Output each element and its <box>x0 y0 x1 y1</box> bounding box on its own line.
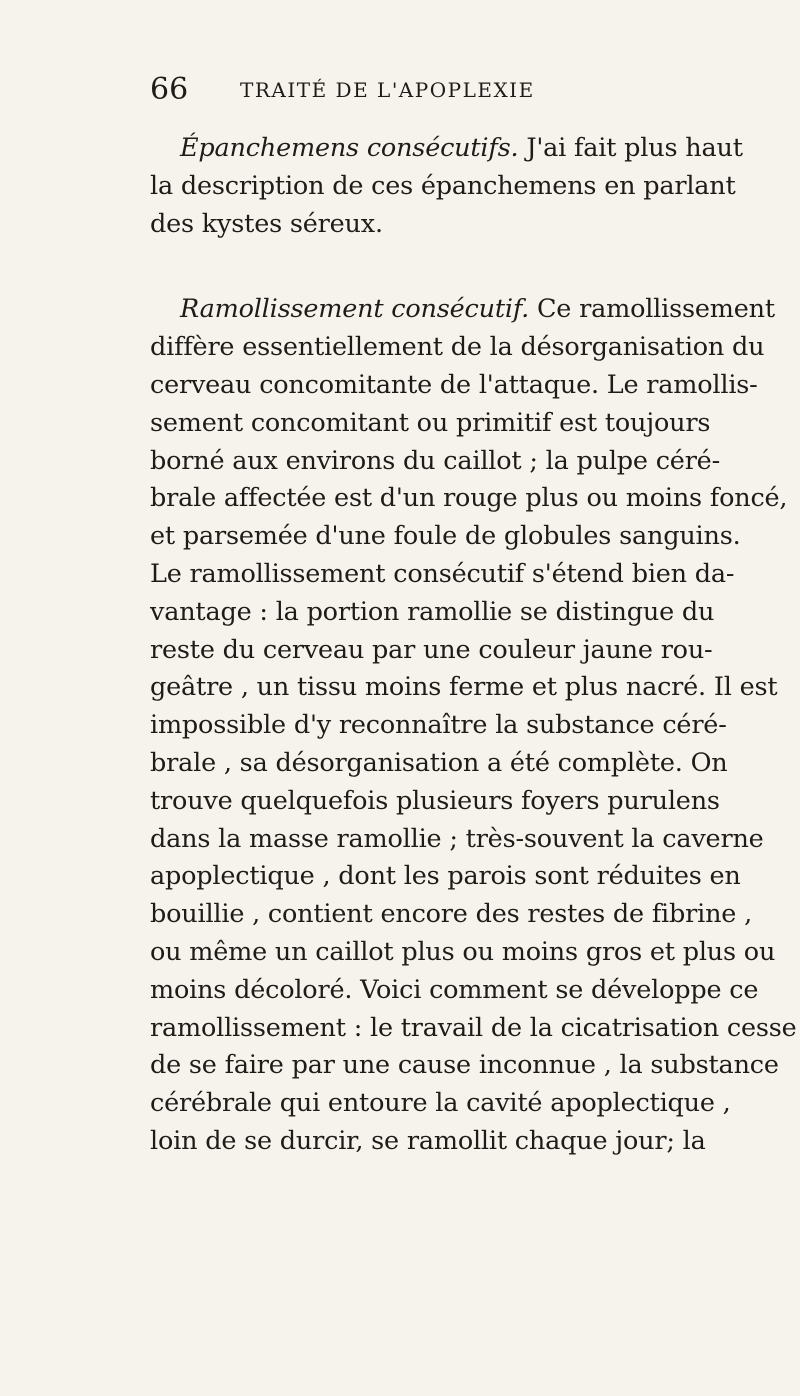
text-line: borné aux environs du caillot ; la pulpe céré- <box>150 445 720 476</box>
text-line: ou même un caillot plus ou moins gros et plus ou <box>150 936 776 967</box>
paragraph-epanchemens <box>150 130 800 243</box>
text-line: la description de ces épanchemens en parlant <box>150 170 736 201</box>
text-line: et parsemée d'une foule de globules sanguins. <box>150 521 741 552</box>
text-line: diffère essentiellement de la désorganisation du <box>150 332 765 363</box>
text-line: sement concomitant ou primitif est toujours <box>150 407 711 438</box>
text-line: brale affectée est d'un rouge plus ou moins foncé, <box>150 483 788 514</box>
page-number: 66 <box>150 72 189 107</box>
text-line: ramollissement : le travail de la cicatrisation cesse <box>150 1012 797 1043</box>
text-line: vantage : la portion ramollie se distingue du <box>150 596 715 627</box>
text-line: trouve quelquefois plusieurs foyers purulens <box>150 785 720 816</box>
text-line: de se faire par une cause inconnue , la substance <box>150 1050 779 1081</box>
text-line: des kystes séreux. <box>150 208 383 239</box>
text-line: cérébrale qui entoure la cavité apoplectique , <box>150 1088 731 1119</box>
section-heading: Épanchemens consécutifs. <box>180 133 519 163</box>
text-line: geâtre , un tissu moins ferme et plus nacré. Il est <box>150 672 778 703</box>
text-line: impossible d'y reconnaître la substance céré- <box>150 710 727 741</box>
text-line: Ramollissement consécutif. Ce ramollissement <box>180 294 775 325</box>
text-line: brale , sa désorganisation a été complète. On <box>150 747 728 778</box>
paragraph-ramollissement <box>150 291 800 1160</box>
text-line: dans la masse ramollie ; très-souvent la caverne <box>150 823 764 854</box>
running-head <box>150 70 720 110</box>
text-line: Épanchemens consécutifs. J'ai fait plus haut <box>180 133 743 163</box>
text-line: Le ramollissement consécutif s'étend bien da- <box>150 558 735 589</box>
body-text <box>150 130 800 1161</box>
text-line: bouillie , contient encore des restes de fibrine , <box>150 899 753 930</box>
text-line: apoplectique , dont les parois sont réduites en <box>150 861 741 892</box>
text-line: reste du cerveau par une couleur jaune rou- <box>150 634 713 665</box>
text-line: cerveau concomitante de l'attaque. Le ramollis- <box>150 369 758 400</box>
text-line: moins décoloré. Voici comment se développe ce <box>150 974 759 1005</box>
section-heading: Ramollissement consécutif. <box>180 294 530 325</box>
text-line: loin de se durcir, se ramollit chaque jour; la <box>150 1125 706 1156</box>
running-title: TRAITÉ DE L'APOPLEXIE <box>240 78 535 102</box>
